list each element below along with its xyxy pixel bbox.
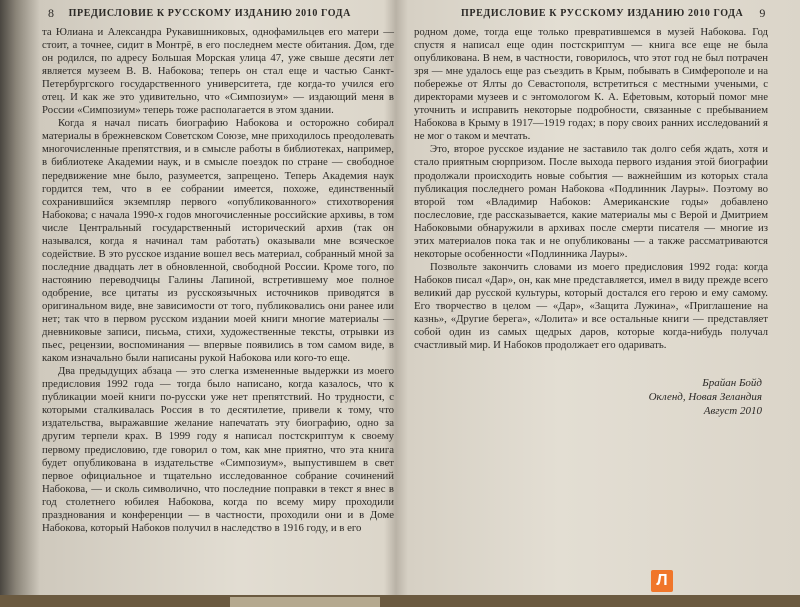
left-running-title: ПРЕДИСЛОВИЕ К РУССКОМУ ИЗДАНИЮ 2010 ГОДА <box>68 7 351 19</box>
right-running-head <box>414 0 768 26</box>
right-running-title: ПРЕДИСЛОВИЕ К РУССКОМУ ИЗДАНИЮ 2010 ГОДА <box>461 7 744 19</box>
paragraph: Два предыдущих абзаца — это слегка измененные выдержки из моего предисловия 1992 года — тогда было написано, когда казалось, что к публикации моей книги по-русски уже нет препятствий. Но трудности, с которыми сталкивалась Россия в то десятилетие, привели к тому, что издательства, выражавшие желание напечатать эту биографию, одно за другим терпели крах. В 1999 году я написал постскриптум к своему первому предисловию, где говорил о том, как мне приятно, что эта книга будет опубликована в издательстве «Симпозиум», выпустившем в свет первое официальное и тщательно исследованное собрание сочинений Набокова, — и сколь символично, что последние поправки в текст я внес в год столетнего юбилея Набокова, когда по всему миру проходили празднования и конференции — в частности, проходили они и в Доме Набокова, который Набоков получил в наследство в 1916 году, и в его <box>42 365 394 534</box>
signature-block <box>414 376 768 418</box>
signature-place: Окленд, Новая Зеландия <box>648 391 762 404</box>
signature-date: Август 2010 <box>703 405 762 418</box>
right-body-text <box>414 26 768 352</box>
right-page-number: 9 <box>759 5 766 20</box>
paragraph: Это, второе русское издание не заставило так долго себя ждать, хотя и стало приятным сюрпризом. После выхода первого издания этой биографии продолжали происходить новые события — важнейшим из которых стала публикация последнего роман Набокова «Подлинник Лауры». Поэтому во второй том «Владимир Набоков: Американские годы» добавлено послесловие, где рассказывается, какие материалы мы с Верой и Дмитрием Набоковыми обнаружили в архивах после смерти писателя — многие из этих материалов пока так и не опубликованы — а также рассматриваются некоторые особенности «Подлинника Лауры». <box>414 143 768 260</box>
paragraph: Позвольте закончить словами из моего предисловия 1992 года: когда Набоков писал «Дар», он, как мне представляется, имел в виду прежде всего великий дар русской культуры, который достался его герою и ему самому. Его творчество в целом — «Дар», «Защита Лужина», «Приглашение на казнь», «Другие берега», «Лолита» и все остальные книги — представляет собой один из самых щедрых даров, которые когда-нибудь получал счастливый мир. И Набоков продолжает его одаривать. <box>414 260 768 352</box>
left-running-head <box>42 0 394 26</box>
paper-edge <box>230 597 380 607</box>
left-body-text <box>42 26 394 535</box>
table-edge <box>0 595 800 607</box>
paragraph: родном доме, тогда еще только превратившемся в музей Набокова. Год спустя я написал еще один постскриптум — книга все еще не была опубликована. В нем, в частности, говорилось, что этот год не был потрачен зря — мне удалось еще раз съездить в Крым, побывать в Симферополе и на побережье от Ялты до Севастополя, встретиться с местными учеными, с директорами музеев и с энтомологом К. А. Ефетовым, который помог мне уточнить и исправить некоторые подробности, связанные с пребыванием Набокова в Крыму в 1917—1919 годах; в пору своих ранних исследований я не мог о таком и мечтать. <box>414 26 768 143</box>
left-page-number: 8 <box>48 5 55 20</box>
paragraph: та Юлиана и Александра Рукавишниковых, однофамильцев его матери — стоит, а точнее, сидит в Монтрё, в его последнем месте обитания. Дом, где он родился, по адресу Большая Морская улица 47, уже свыше десяти лет является музеем В. В. Набокова; теперь он стал еще и частью Санкт-Петербургского государственного университета, где когда-то учился его отец. И как же это удивительно, что «Симпозиум» — издающий меня в России «Симпозиум» теперь тоже располагается в этом здании. <box>42 26 394 117</box>
signature-name: Брайан Бойд <box>702 377 762 390</box>
paragraph: Когда я начал писать биографию Набокова и осторожно собирал материалы в брежневском Советском Союзе, мне приходилось преодолевать многочисленные препятствия, и в смысле работы в библиотеках, например, в библиотеке Академии наук, и в смысле поездок по стране — свободное передвижение мне было, разумеется, запрещено. Теперь Академия наук гордится тем, что в ее собрании имеется, похоже, единственный сохранившийся экземпляр первого «опубликованного» стихотворения Набокова; с начала 1990-х годов многочисленные российские архивы, в том числе Центральный государственный исторический архив (так он назывался, когда я начинал там работать) оказывали мне всяческое содействие. В это русское издание вошел весь материал, собранный мной за последние двадцать лет в обновленной, свободной России. Кроме того, по настоянию переводчицы Галины Лапиной, встретившему мое полное одобрение, все цитаты из русскоязычных источников приводятся в оригинальном виде, вне зависимости от того, публиковались они ранее или нет; так что в первом русском издании моей книги многие материалы — дневниковые записи, письма, стихи, художественные тексты, отрывки из пьес, рецензии, воспоминания — впервые появились в том самом виде, в каком изначально были написаны рукой Набокова или кого-то еще. <box>42 117 394 365</box>
left-page <box>42 0 394 535</box>
right-page <box>414 0 768 418</box>
watermark-logo: Л <box>651 570 673 592</box>
